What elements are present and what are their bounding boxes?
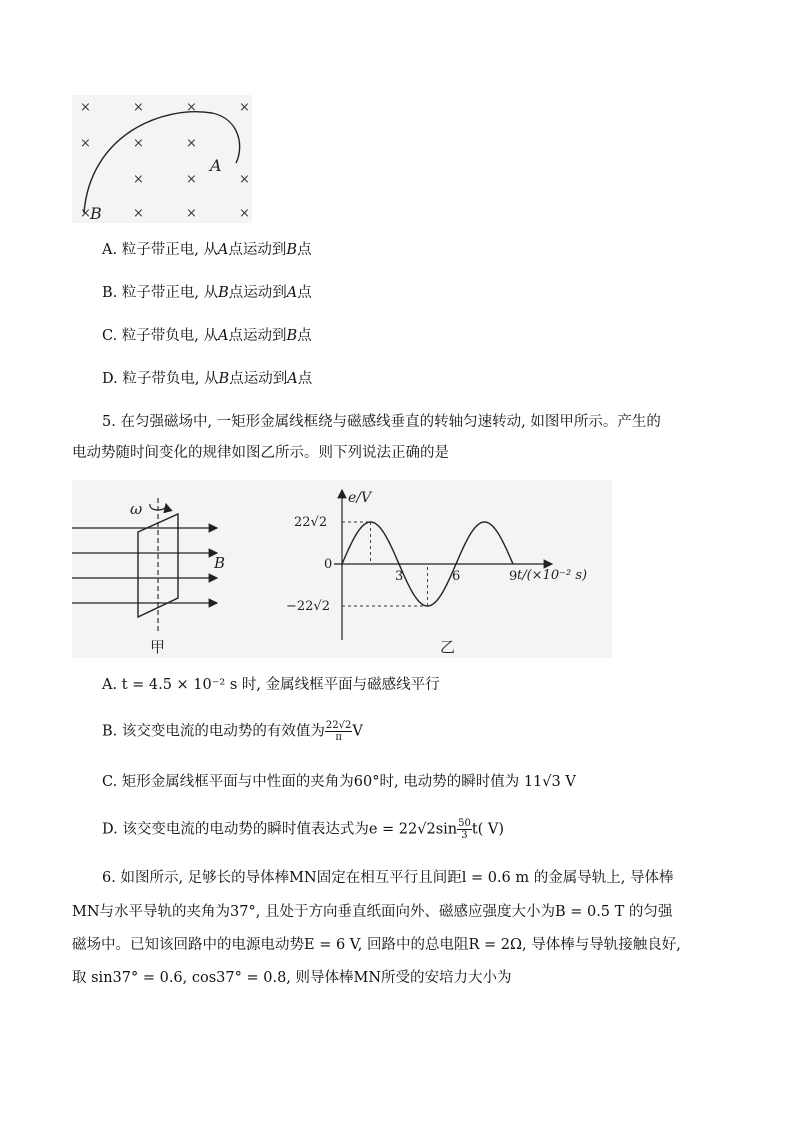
point-label: A: [286, 285, 298, 301]
q6-line1: 6. 如图所示, 足够长的导体棒MN固定在相互平行且间距l = 0.6 m 的金属导轨上, 导体棒: [102, 870, 674, 886]
q5-option-c: C. 矩形金属线框平面与中性面的夹角为60°时, 电动势的瞬时值为 11√3 V: [102, 774, 576, 790]
field-cross-mark: ×: [80, 100, 91, 115]
field-cross-mark: ×: [80, 136, 91, 151]
y-tick-negative: −22√2: [286, 599, 330, 614]
point-label: B: [218, 371, 230, 387]
field-b-label: B: [214, 554, 226, 572]
option-text: t( V): [471, 821, 505, 838]
field-cross-mark: ×: [239, 206, 250, 221]
x-tick-label: 3: [395, 569, 404, 584]
q5-option-d: [102, 818, 504, 841]
option-text: C. 粒子带负电, 从: [102, 328, 219, 344]
option-text: D. 该交变电流的电动势的瞬时值表达式为e = 22√2sin: [102, 821, 458, 838]
x-tick-label: 6: [452, 569, 461, 584]
fraction: [325, 720, 352, 743]
option-text: 点运动到: [228, 328, 287, 344]
point-label: B: [286, 328, 298, 344]
q5-stem-line1: 5. 在匀强磁场中, 一矩形金属线框绕与磁感线垂直的转轴匀速转动, 如图甲所示。产生的: [102, 414, 661, 430]
q6-line2: MN与水平导轨的夹角为37°, 且处于方向垂直纸面向外、磁感应强度大小为B = 0.5 T 的匀强: [72, 904, 673, 920]
option-text: D. 粒子带负电, 从: [102, 371, 219, 387]
label-point-b: B: [90, 204, 102, 223]
q6-line4: 取 sin37° = 0.6, cos37° = 0.8, 则导体棒MN所受的安培力大小为: [72, 970, 512, 986]
field-cross-mark: ×: [186, 136, 197, 151]
option-text: B. 该交变电流的电动势的有效值为: [102, 723, 325, 740]
option-text: 点运动到: [229, 371, 288, 387]
field-cross-mark: ×: [133, 206, 144, 221]
q5-option-b: [102, 720, 363, 743]
field-lines: [72, 528, 217, 603]
point-label: B: [218, 285, 229, 301]
fraction-denominator: π: [335, 732, 342, 743]
point-label: A: [217, 242, 229, 258]
option-text: B. 粒子带正电, 从: [102, 285, 219, 301]
option-text: 点: [297, 242, 312, 258]
field-cross-mark: ×: [133, 100, 144, 115]
option-text: A. 粒子带正电, 从: [102, 242, 218, 258]
point-label: B: [286, 242, 298, 258]
field-cross-mark: ×: [133, 172, 144, 187]
q5-figure: [72, 480, 612, 658]
field-cross-mark: ×: [239, 172, 250, 187]
q4-option-d: [102, 369, 312, 389]
caption-yi: 乙: [440, 638, 456, 656]
point-label: A: [218, 328, 229, 344]
q5-stem-line2: 电动势随时间变化的规律如图乙所示。则下列说法正确的是: [72, 445, 449, 461]
field-cross-mark: ×: [239, 100, 250, 115]
q5-figure-svg: [72, 480, 612, 658]
fraction: [457, 818, 472, 841]
option-text: 点运动到: [228, 242, 287, 258]
fraction-denominator: 3: [461, 830, 468, 841]
fraction-numerator: 50: [458, 818, 471, 829]
q5-option-a: A. t = 4.5 × 10⁻² s 时, 金属线框平面与磁感线平行: [102, 677, 440, 693]
x-tick-label: 9: [509, 569, 518, 584]
magnetic-field-svg: [72, 95, 252, 223]
q4-option-a: [102, 240, 312, 260]
q4-option-b: [102, 283, 312, 303]
q4-option-c: [102, 326, 312, 346]
point-label: A: [287, 371, 298, 387]
origin-label: 0: [324, 557, 333, 572]
option-text: 点: [297, 285, 312, 301]
field-cross-mark: ×: [80, 206, 91, 221]
field-cross-mark: ×: [186, 206, 197, 221]
q6-line3: 磁场中。已知该回路中的电源电动势E = 6 V, 回路中的总电阻R = 2Ω, 导体棒与导轨接触良好,: [72, 937, 681, 953]
x-axis-label: t/(×10⁻² s): [517, 568, 588, 583]
option-text: 点: [297, 371, 313, 387]
y-tick-positive: 22√2: [294, 515, 328, 530]
omega-label: ω: [130, 500, 143, 518]
field-cross-mark: ×: [186, 100, 197, 115]
fraction-numerator: 22√2: [325, 720, 352, 731]
y-axis-label: e/V: [348, 490, 372, 506]
field-cross-mark: ×: [186, 172, 197, 187]
option-text: 点: [297, 328, 312, 344]
magnetic-field-figure: [72, 95, 252, 223]
unit: V: [352, 723, 363, 740]
caption-jia: 甲: [150, 638, 166, 656]
option-text: 点运动到: [228, 285, 287, 301]
field-cross-mark: ×: [133, 136, 144, 151]
label-point-a: A: [210, 156, 222, 175]
